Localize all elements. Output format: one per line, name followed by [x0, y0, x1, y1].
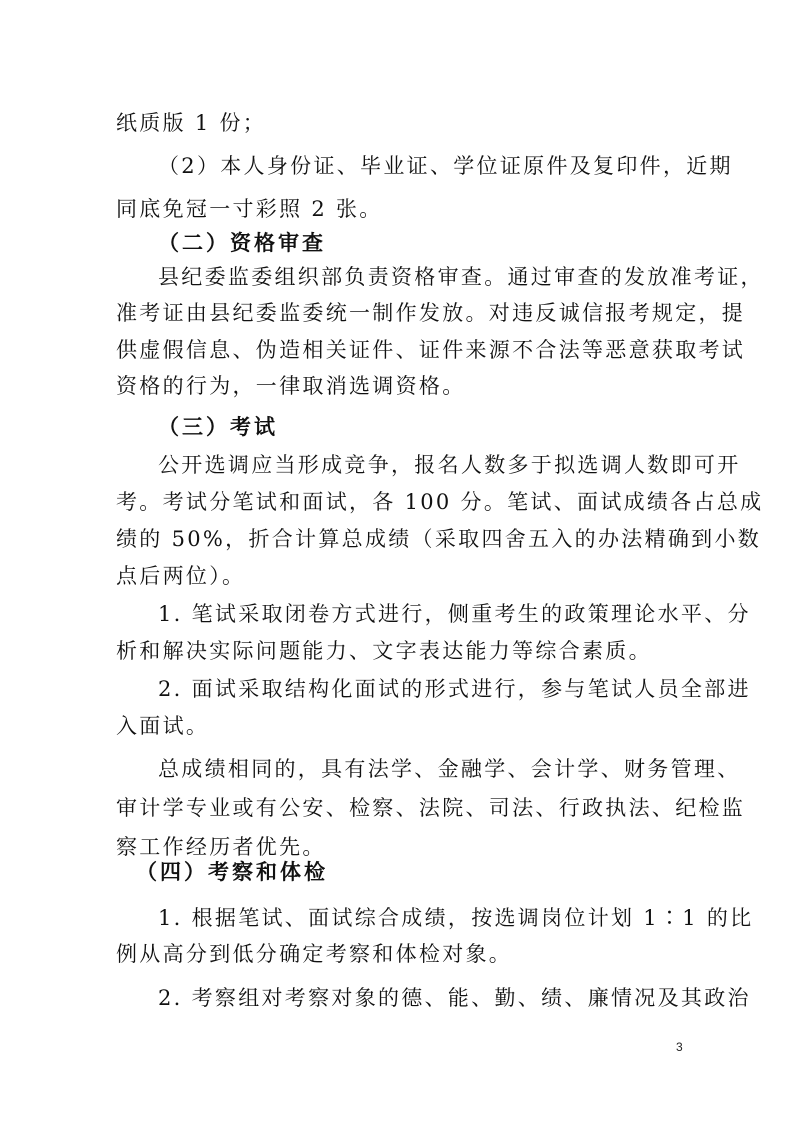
section-heading: （四）考察和体检	[136, 860, 328, 884]
text-line: 审计学专业或有公安、检察、法院、司法、行政执法、纪检监	[116, 796, 746, 820]
text-line: 准考证由县纪委监委统一制作发放。对违反诚信报考规定，提	[116, 301, 746, 325]
text-line: 供虚假信息、伪造相关证件、证件来源不合法等恶意获取考试	[116, 338, 746, 362]
text-line: 县纪委监委组织部负责资格审查。通过审查的发放准考证，	[158, 265, 764, 289]
section-heading: （二）资格审查	[158, 231, 326, 255]
page-number: 3	[676, 1040, 683, 1054]
text-line: （2）本人身份证、毕业证、学位证原件及复印件，近期	[158, 154, 733, 178]
section-heading: （三）考试	[158, 415, 278, 439]
text-line: 入面试。	[116, 714, 210, 738]
text-line: 资格的行为，一律取消选调资格。	[116, 374, 466, 398]
text-line: 2. 考察组对考察对象的德、能、勤、绩、廉情况及其政治	[158, 986, 751, 1010]
text-line: 析和解决实际问题能力、文字表达能力等综合素质。	[116, 639, 652, 663]
text-line: 2. 面试采取结构化面试的形式进行，参与笔试人员全部进	[158, 677, 751, 701]
text-line: 公开选调应当形成竞争，报名人数多于拟选调人数即可开	[158, 453, 741, 477]
text-line: 1. 根据笔试、面试综合成绩，按选调岗位计划 1∶1 的比	[158, 906, 754, 930]
text-line: 点后两位）。	[116, 564, 246, 588]
text-line: 总成绩相同的，具有法学、金融学、会计学、财务管理、	[158, 757, 741, 781]
text-line: 绩的 50%，折合计算总成绩（采取四舍五入的办法精确到小数	[116, 527, 762, 551]
text-line: 例从高分到低分确定考察和体检对象。	[116, 942, 513, 966]
text-line: 1. 笔试采取闭卷方式进行，侧重考生的政策理论水平、分	[158, 602, 751, 626]
text-line: 考。考试分笔试和面试，各 100 分。笔试、面试成绩各占总成	[116, 490, 764, 514]
text-line: 纸质版 1 份；	[116, 111, 267, 135]
text-line: 察工作经历者优先。	[116, 835, 326, 859]
text-line: 同底免冠一寸彩照 2 张。	[116, 197, 383, 221]
